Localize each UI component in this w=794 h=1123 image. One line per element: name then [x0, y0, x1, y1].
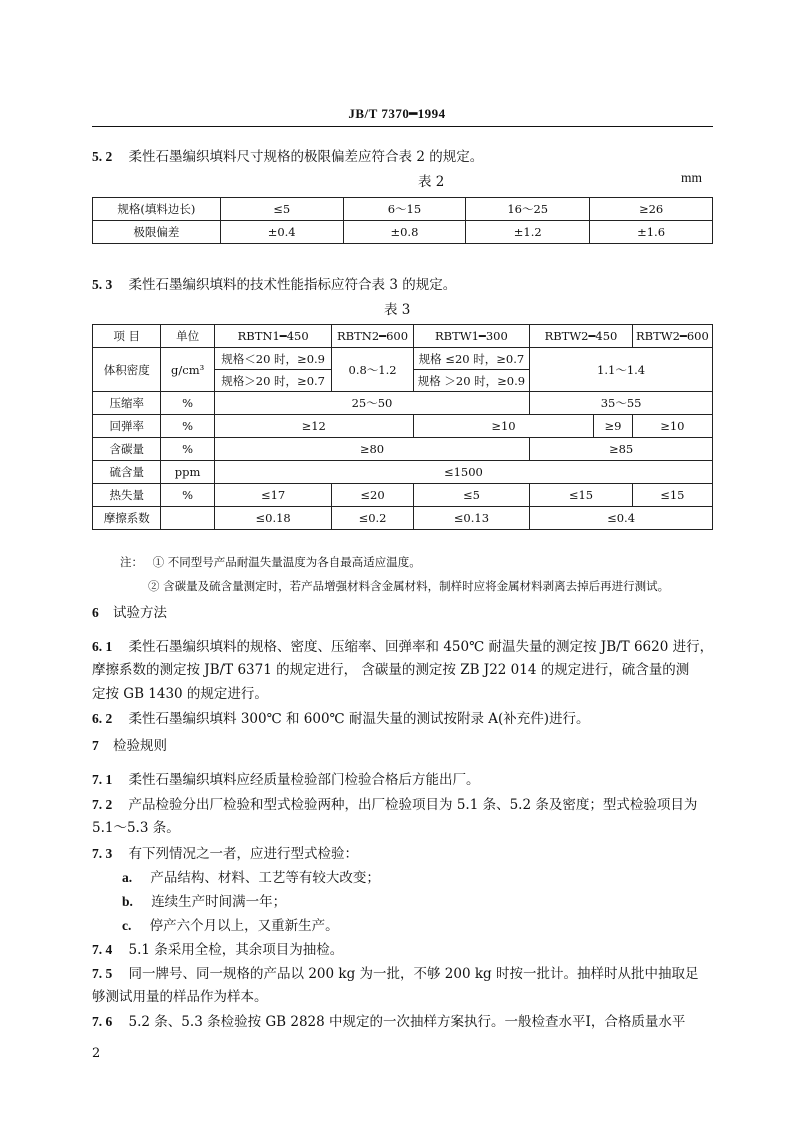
clause-number: 5. 2: [92, 149, 113, 164]
clause-7-4: [92, 941, 343, 959]
table-cell: 规格＜20 时，≥0.9: [214, 348, 332, 370]
list-text: 停产六个月以上，又重新生产。: [149, 918, 339, 934]
section-number: 7: [92, 738, 99, 753]
row-label: 摩擦系数: [93, 507, 161, 530]
table-cell: ±1.6: [590, 221, 713, 244]
table-note-1: [120, 554, 421, 570]
section-number: 6: [92, 605, 99, 620]
list-item: [122, 893, 286, 911]
document-code: JB/T 7370━1994: [348, 106, 446, 121]
clause-text: 柔性石墨编织填料尺寸规格的极限偏差应符合表 2 的规定。: [128, 149, 484, 165]
table-2: [92, 197, 713, 244]
table-cell: 规格 ＞20 时，≥0.9: [413, 370, 530, 392]
clause-text: 同一牌号、同一规格的产品以 200 kg 为一批，不够 200 kg 时按一批计。抽样时从批中抽取足: [128, 966, 699, 982]
table2-caption: 表 2: [418, 174, 445, 190]
clause-text: 柔性石墨编织填料的技术性能指标应符合表 3 的规定。: [128, 277, 457, 293]
table-row: [93, 461, 713, 484]
table-cell: ≥12: [214, 415, 413, 438]
table-cell: ≥9: [594, 415, 632, 438]
table-cell: ≤0.4: [530, 507, 713, 530]
table2-unit: mm: [681, 170, 703, 185]
clause-7-2-line-1: [92, 796, 697, 814]
clause-number: 7. 6: [92, 1014, 113, 1029]
table-cell: ≤0.13: [413, 507, 530, 530]
table-row: [93, 507, 713, 530]
clause-7-5-line-2: 够测试用量的样品作为样本。: [92, 989, 268, 1005]
section-6-heading: [92, 604, 167, 622]
row-unit: %: [161, 415, 214, 438]
note-prefix: 注：: [120, 555, 143, 569]
table-cell: 规格＞20 时，≥0.7: [214, 370, 332, 392]
clause-text: 有下列情况之一者，应进行型式检验：: [128, 846, 359, 862]
table-row: [93, 198, 713, 221]
clause-number: 7. 5: [92, 966, 113, 981]
table-cell: ≥10: [632, 415, 712, 438]
row-label: 体积密度: [93, 348, 161, 392]
table-cell: ≥80: [214, 438, 529, 461]
clause-7-3: [92, 845, 358, 863]
row-unit: %: [161, 484, 214, 507]
row-unit: g/cm³: [161, 348, 214, 392]
table-3: [92, 324, 713, 530]
table-cell: ≤20: [332, 484, 413, 507]
row-label: 压缩率: [93, 392, 161, 415]
clause-text: 柔性石墨编织填料的规格、密度、压缩率、回弹率和 450℃ 耐温失量的测定按 JB/T 6620 进行，: [128, 639, 714, 655]
table-cell: ≤17: [214, 484, 332, 507]
clause-7-2-line-2: 5.1～5.3 条。: [92, 820, 180, 836]
row-label: 硫含量: [93, 461, 161, 484]
header-rule: [92, 126, 713, 127]
header-cell: 项 目: [93, 325, 161, 348]
clause-7-6: [92, 1013, 685, 1031]
table-cell: ≥85: [530, 438, 713, 461]
clause-number: 7. 3: [92, 846, 113, 861]
list-marker: c.: [122, 918, 132, 933]
header-cell: RBTW1━300: [413, 325, 530, 348]
header-cell: 单位: [161, 325, 214, 348]
list-item: [122, 869, 380, 887]
header-cell: RBTN1━450: [214, 325, 332, 348]
table-cell: ≥10: [413, 415, 594, 438]
table-cell: ≤0.2: [332, 507, 413, 530]
table-cell: ≤15: [530, 484, 633, 507]
table-row: [93, 438, 713, 461]
table-note-2: [148, 578, 669, 594]
table-row: [93, 221, 713, 244]
table-cell: 6～15: [343, 198, 466, 221]
clause-number: 6. 2: [92, 711, 113, 726]
list-item: [122, 917, 339, 935]
table-cell: 35～55: [530, 392, 713, 415]
table-row: [93, 415, 713, 438]
row-unit: %: [161, 438, 214, 461]
clause-6-2: [92, 710, 590, 728]
clause-7-1: [92, 771, 480, 789]
row-unit: ppm: [161, 461, 214, 484]
table-cell: ≤5: [413, 484, 530, 507]
row-label: 回弹率: [93, 415, 161, 438]
table-cell: 16～25: [466, 198, 590, 221]
clause-text: 柔性石墨编织填料 300℃ 和 600℃ 耐温失量的测试按附录 A(补充件)进行。: [128, 711, 590, 727]
section-title: 检验规则: [113, 738, 168, 754]
clause-number: 7. 1: [92, 772, 113, 787]
list-text: 产品结构、材料、工艺等有较大改变；: [150, 870, 380, 886]
header-cell: RBTW2━600: [632, 325, 712, 348]
clause-number: 6. 1: [92, 639, 113, 654]
table-cell: ≥26: [590, 198, 713, 221]
clause-number: 5. 3: [92, 277, 113, 292]
header-cell: RBTN2━600: [332, 325, 413, 348]
table-cell: 极限偏差: [93, 221, 221, 244]
table-cell: ±0.4: [220, 221, 343, 244]
table-row: [93, 392, 713, 415]
clause-6-1-line-1: [92, 638, 713, 656]
table-cell: 1.1～1.4: [530, 348, 713, 392]
table-row: [93, 348, 713, 370]
table-cell: ≤5: [220, 198, 343, 221]
clause-number: 7. 4: [92, 942, 113, 957]
page-number: 2: [92, 1046, 101, 1061]
clause-5-3: [92, 276, 456, 294]
clause-number: 7. 2: [92, 797, 113, 812]
table-cell: 0.8～1.2: [332, 348, 413, 392]
section-title: 试验方法: [113, 605, 168, 621]
clause-text: 柔性石墨编织填料应经质量检验部门检验合格后方能出厂。: [128, 772, 480, 788]
clause-6-1-line-2: 摩擦系数的测定按 JB/T 6371 的规定进行， 含碳量的测定按 ZB J22 014 的规定进行，硫含量的测: [92, 662, 690, 678]
row-unit: [161, 507, 214, 530]
header-cell: RBTW2━450: [530, 325, 633, 348]
list-marker: b.: [122, 894, 133, 909]
list-marker: a.: [122, 870, 133, 885]
clause-6-1-line-3: 定按 GB 1430 的规定进行。: [92, 686, 268, 702]
clause-text: 5.1 条采用全检，其余项目为抽检。: [128, 942, 344, 958]
table-cell: 25～50: [214, 392, 529, 415]
table-cell: ±1.2: [466, 221, 590, 244]
table-cell: ≤1500: [214, 461, 712, 484]
table-cell: ≤0.18: [214, 507, 332, 530]
row-label: 含碳量: [93, 438, 161, 461]
section-7-heading: [92, 737, 167, 755]
row-unit: %: [161, 392, 214, 415]
table-cell: ±0.8: [343, 221, 466, 244]
list-text: 连续生产时间满一年；: [151, 894, 287, 910]
note-text: ② 含碳量及硫含量测定时，若产品增强材料含金属材料，制样时应将金属材料剥离去掉后再进行测试。: [148, 579, 670, 593]
row-label: 热失量: [93, 484, 161, 507]
table-cell: 规格(填料边长): [93, 198, 221, 221]
table3-caption: 表 3: [384, 302, 411, 318]
clause-5-2: [92, 148, 483, 166]
clause-text: 5.2 条、5.3 条检验按 GB 2828 中规定的一次抽样方案执行。一般检查水平Ⅰ，合格质量水平: [128, 1014, 686, 1030]
table-header-row: [93, 325, 713, 348]
table-cell: ≤15: [632, 484, 712, 507]
table-row: [93, 484, 713, 507]
table-cell: 规格 ≤20 时，≥0.7: [413, 348, 530, 370]
note-text: ① 不同型号产品耐温失量温度为各自最高适应温度。: [152, 555, 421, 569]
clause-7-5-line-1: [92, 965, 698, 983]
clause-text: 产品检验分出厂检验和型式检验两种，出厂检验项目为 5.1 条、5.2 条及密度；型式检验项目为: [128, 797, 698, 813]
